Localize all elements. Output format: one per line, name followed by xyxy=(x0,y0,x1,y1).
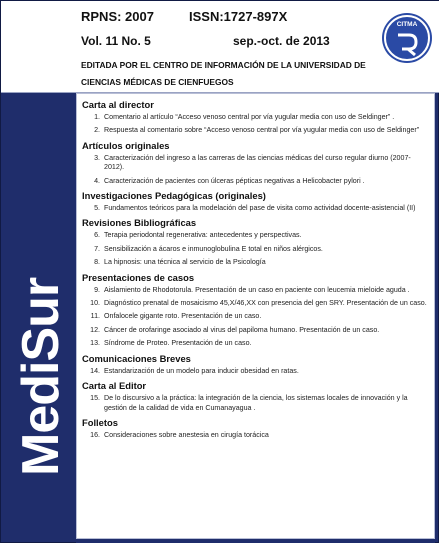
cover-footer xyxy=(76,539,435,543)
toc-item-number: 12. xyxy=(90,325,100,334)
toc-item-number: 10. xyxy=(90,299,100,308)
toc-item-number: 5. xyxy=(94,204,100,213)
section-title: Folletos xyxy=(82,416,118,428)
toc-item-number: 4. xyxy=(94,176,100,185)
issue-date: sep.-oct. de 2013 xyxy=(233,34,330,48)
toc-item-title[interactable]: La hipnosis: una técnica al servicio de la Psicología xyxy=(104,258,266,267)
toc-item[interactable] xyxy=(82,299,429,308)
table-of-contents xyxy=(76,93,435,539)
citma-emblem-icon xyxy=(394,31,420,57)
toc-item[interactable] xyxy=(82,177,429,186)
toc-item-title[interactable]: De lo discursivo a la práctica: la integración de la ciencia, los sistemas locales de innovación y la gestión de la calidad de vida en Cumanayagua . xyxy=(104,394,408,412)
toc-item[interactable] xyxy=(82,113,429,122)
toc-item-number: 1. xyxy=(94,113,100,121)
toc-item-number: 9. xyxy=(94,285,100,294)
volume-number: Vol. 11 No. 5 xyxy=(81,34,151,48)
toc-item[interactable] xyxy=(82,367,429,376)
issn-number: ISSN:1727-897X xyxy=(189,9,288,24)
toc-item-number: 8. xyxy=(94,258,100,267)
toc-item-number: 15. xyxy=(90,394,100,403)
toc-item-number: 3. xyxy=(94,153,100,162)
toc-item-title[interactable]: Onfalocele gigante roto. Presentación de un caso. xyxy=(104,312,262,321)
toc-item-title[interactable]: Cáncer de orofaringe asociado al virus del papiloma humano. Presentación de un caso. xyxy=(104,325,380,334)
toc-item[interactable] xyxy=(82,339,429,348)
toc-item-title[interactable]: Caracterización de pacientes con úlceras pépticas negativas a Helicobacter pylori . xyxy=(104,176,365,185)
toc-item-title[interactable]: Comentario al artículo “Acceso venoso central por vía yugular media con uso de Seldinger” . xyxy=(104,113,395,121)
section-title: Presentaciones de casos xyxy=(82,271,195,283)
toc-item-title[interactable]: Respuesta al comentario sobre “Acceso venoso central por vía yugular media con uso de Seldinger” xyxy=(104,126,420,135)
toc-item[interactable] xyxy=(82,126,429,135)
toc-item[interactable] xyxy=(82,286,429,295)
section-title: Revisiones Bibliográficas xyxy=(82,217,197,229)
toc-item-number: 16. xyxy=(90,430,100,439)
section-title: Investigaciones Pedagógicas (originales) xyxy=(82,190,266,202)
toc-item-title[interactable]: Estandarización de un modelo para inducir obesidad en ratas. xyxy=(104,366,299,375)
toc-item[interactable] xyxy=(82,326,429,335)
toc-item[interactable] xyxy=(82,431,429,440)
toc-item[interactable] xyxy=(82,258,429,267)
toc-item[interactable] xyxy=(82,204,429,213)
toc-item[interactable] xyxy=(82,231,429,240)
toc-item[interactable] xyxy=(82,394,429,413)
toc-item-title[interactable]: Aislamiento de Rhodotorula. Presentación de un caso en paciente con leucemia mieloide aguda . xyxy=(104,285,410,294)
toc-item-title[interactable]: Síndrome de Proteo. Presentación de un caso. xyxy=(104,339,252,348)
toc-item-title[interactable]: Sensibilización a ácaros e inmunoglobulina E total en niños alérgicos. xyxy=(104,244,323,253)
toc-item[interactable] xyxy=(82,245,429,254)
toc-item-title[interactable]: Diagnóstico prenatal de mosaicismo 45,X/46,XX con presencia del gen SRY. Presentación de un caso. xyxy=(104,299,427,308)
toc-item-number: 6. xyxy=(94,231,100,240)
medisur-logo: MediSur xyxy=(12,277,70,476)
section-title: Artículos originales xyxy=(82,139,170,151)
toc-item-title[interactable]: Fundamentos teóricos para la modelación del pase de visita como actividad docente-asistencial (II) xyxy=(104,204,416,213)
toc-item-number: 2. xyxy=(94,126,100,135)
toc-item[interactable] xyxy=(82,154,429,173)
toc-item-title[interactable]: Consideraciones sobre anestesia en cirugía torácica xyxy=(104,430,269,439)
toc-item-number: 7. xyxy=(94,244,100,253)
publisher-line: EDITADA POR EL CENTRO DE INFORMACIÓN DE LA UNIVERSIDAD DE CIENCIAS MÉDICAS DE CIENFUEGOS xyxy=(81,60,366,87)
cover-header xyxy=(1,1,439,93)
section-title: Carta al Editor xyxy=(82,380,147,392)
toc-item-number: 14. xyxy=(90,366,100,375)
citma-logo-label: CITMA xyxy=(396,21,418,28)
toc-item-number: 11. xyxy=(90,312,100,321)
rpns-number: RPNS: 2007 xyxy=(81,9,154,24)
toc-item-title[interactable]: Caracterización del ingreso a las carreras de las ciencias médicas del curso regular diurno (2007-2012). xyxy=(104,153,411,172)
section-title: Carta al director xyxy=(82,99,154,110)
section-title: Comunicaciones Breves xyxy=(82,352,191,364)
toc-item-number: 13. xyxy=(90,339,100,348)
toc-item-title[interactable]: Terapia periodontal regenerativa: antecedentes y perspectivas. xyxy=(104,231,302,240)
toc-item[interactable] xyxy=(82,312,429,321)
